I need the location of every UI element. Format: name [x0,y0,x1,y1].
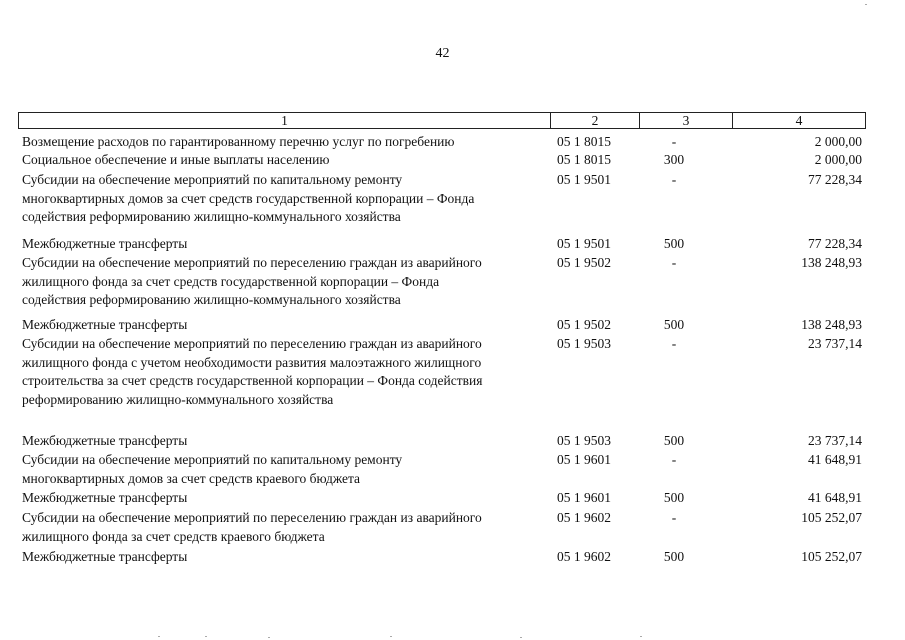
row-type: 500 [663,317,685,332]
scan-speck [390,636,392,637]
scan-speck [865,4,867,5]
row-amount: 41 648,91 [808,452,862,467]
row-code: 05 1 8015 [557,134,611,149]
row-code: 05 1 9601 [557,452,611,467]
row-name: Возмещение расходов по гарантированному перечню услуг по погребению [22,134,455,149]
row-type: - [671,172,677,187]
header-col-2: 2 [550,113,639,128]
row-amount: 23 737,14 [808,336,862,351]
row-type: 500 [663,549,685,564]
row-name: Субсидии на обеспечение мероприятий по переселению граждан из аварийного жилищного фонда за счет средств государственной корпорации – Фонда содействия реформированию жилищно-коммунального хозяйства [22,255,482,307]
row-name: Субсидии на обеспечение мероприятий по переселению граждан из аварийного жилищного фонда за счет средств краевого бюджета [22,510,482,544]
row-amount: 2 000,00 [814,152,862,167]
row-type: - [671,255,677,270]
row-code: 05 1 9501 [557,172,611,187]
header-col-4: 4 [732,113,865,128]
row-code: 05 1 9503 [557,336,611,351]
row-code: 05 1 9502 [557,255,611,270]
row-type: - [671,134,677,149]
row-amount: 23 737,14 [808,433,862,448]
row-amount: 138 248,93 [801,317,862,332]
table-header [18,112,866,129]
row-amount: 41 648,91 [808,490,862,505]
row-amount: 105 252,07 [801,510,862,525]
row-code: 05 1 9502 [557,317,611,332]
row-name: Межбюджетные трансферты [22,317,188,332]
row-name: Межбюджетные трансферты [22,433,188,448]
row-name: Субсидии на обеспечение мероприятий по капитальному ремонту многоквартирных домов за счет средств краевого бюджета [22,452,403,486]
row-amount: 77 228,34 [808,236,862,251]
scan-speck [158,636,160,637]
row-amount: 105 252,07 [801,549,862,564]
scan-speck [268,637,270,638]
page-number: 42 [435,46,450,61]
row-code: 05 1 9601 [557,490,611,505]
row-name: Субсидии на обеспечение мероприятий по капитальному ремонту многоквартирных домов за счет средств государственной корпорации – Фонда содействия реформированию жилищно-коммунального хозяйства [22,172,475,224]
row-name: Межбюджетные трансферты [22,549,188,564]
row-amount: 138 248,93 [801,255,862,270]
row-name: Межбюджетные трансферты [22,490,188,505]
scan-speck [520,637,522,638]
row-name: Субсидии на обеспечение мероприятий по переселению граждан из аварийного жилищного фонда с учетом необходимости развития малоэтажного жилищного строительства за счет средств государственной корпорации – Фонда содействия реформированию жилищно-коммунального хозяйства [22,336,483,407]
row-code: 05 1 9501 [557,236,611,251]
row-name: Межбюджетные трансферты [22,236,188,251]
row-type: 300 [663,152,685,167]
row-type: 500 [663,433,685,448]
row-type: - [671,452,677,467]
header-col-1: 1 [281,113,288,128]
row-amount: 77 228,34 [808,172,862,187]
row-code: 05 1 9602 [557,549,611,564]
row-type: - [671,336,677,351]
row-name: Социальное обеспечение и иные выплаты населению [22,152,330,167]
row-type: 500 [663,490,685,505]
row-amount: 2 000,00 [814,134,862,149]
row-type: - [671,510,677,525]
row-code: 05 1 9602 [557,510,611,525]
row-code: 05 1 9503 [557,433,611,448]
header-col-3: 3 [639,113,732,128]
scan-speck [205,636,207,637]
scan-speck [640,636,642,637]
row-type: 500 [663,236,685,251]
row-code: 05 1 8015 [557,152,611,167]
